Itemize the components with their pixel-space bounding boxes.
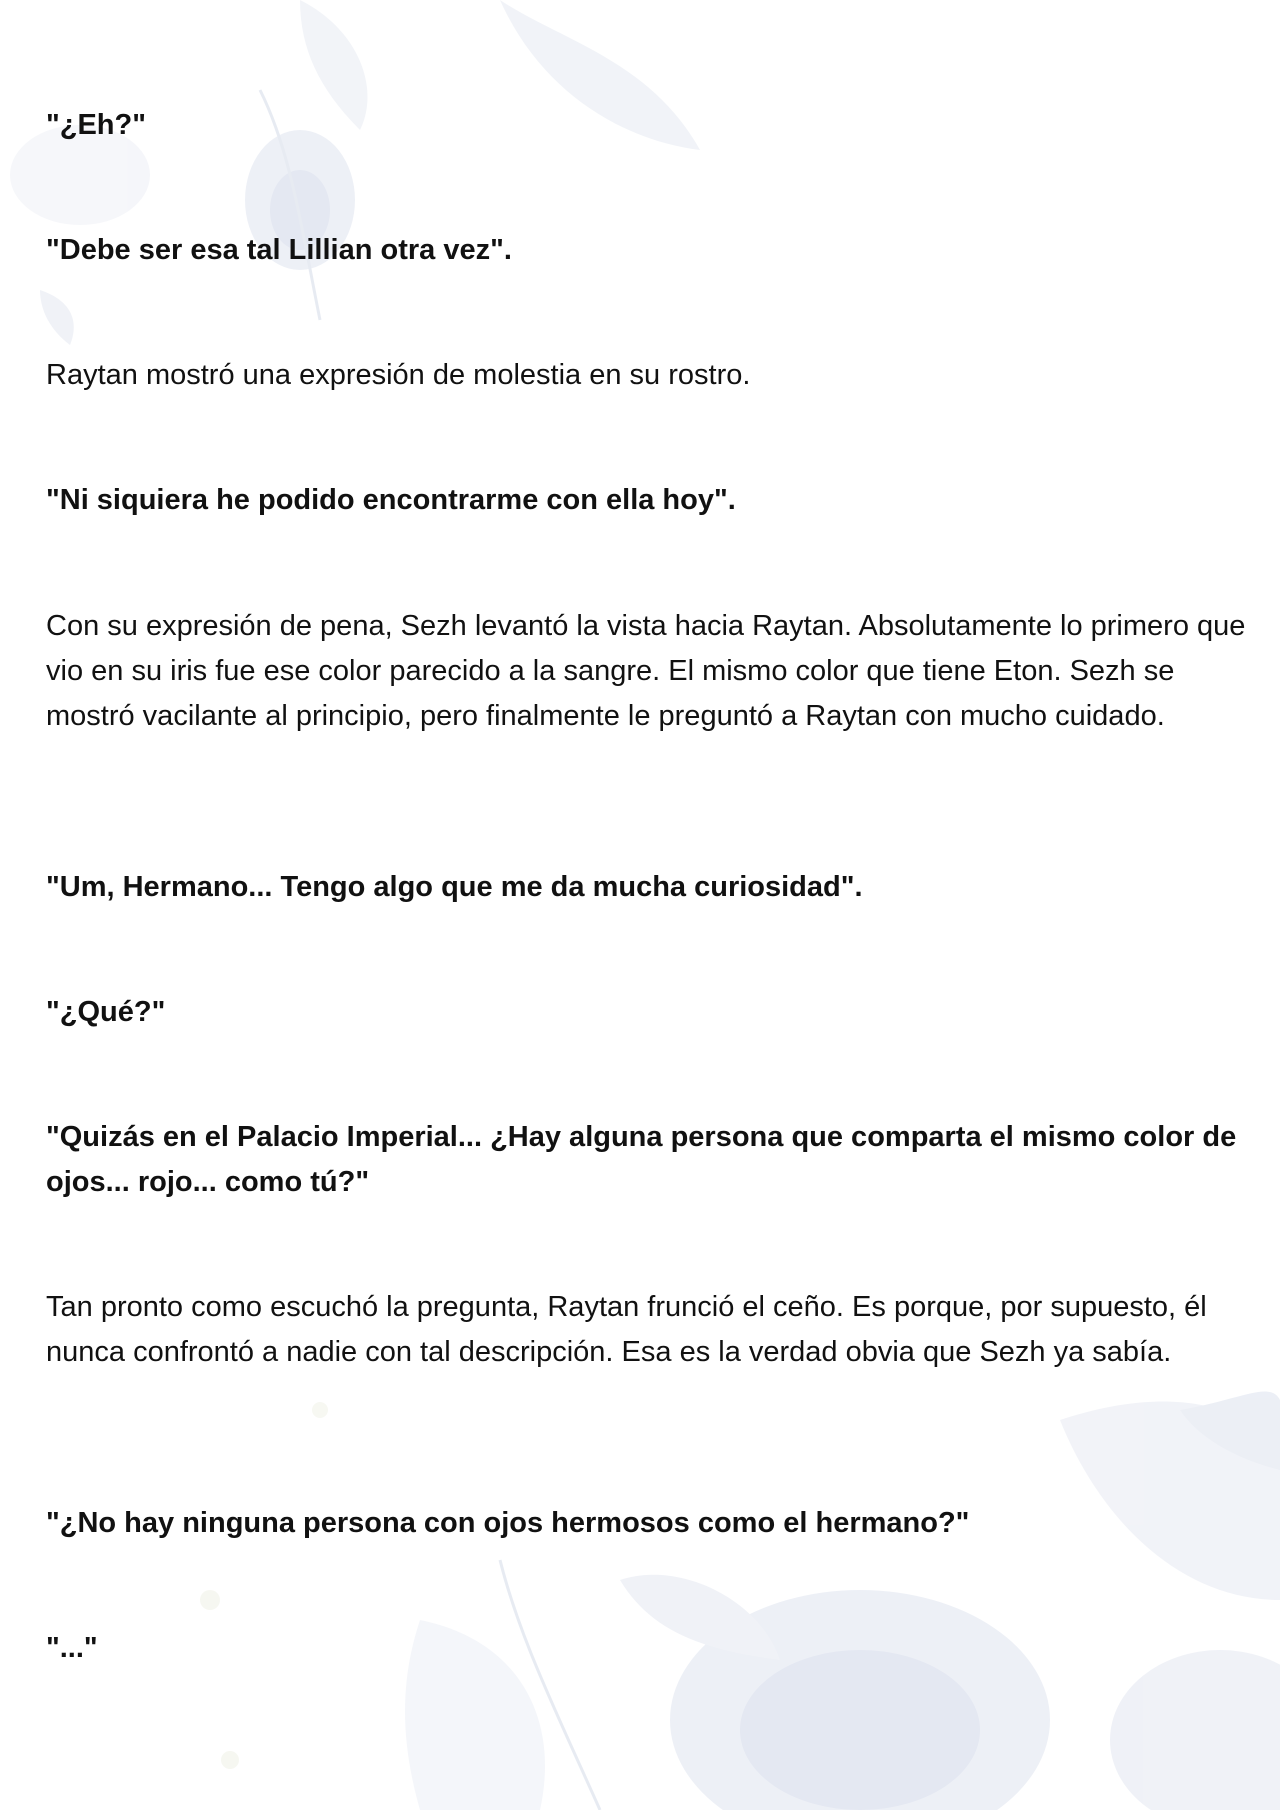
- bud-shape: [221, 1751, 239, 1769]
- paragraph: "...": [46, 1632, 98, 1664]
- paragraph: Con su expresión de pena, Sezh levantó la vista hacia Raytan. Absolutamente lo primero que vio en su iris fue ese color parecido a la sangre. El mismo color que tiene Eton. Sezh se mostró vacilante al principio, pero finalmente le preguntó a Raytan con mucho cuidado.: [46, 610, 1246, 732]
- paragraph: "Um, Hermano... Tengo algo que me da mucha curiosidad".: [46, 871, 863, 903]
- paragraph: Tan pronto como escuchó la pregunta, Raytan frunció el ceño. Es porque, por supuesto, él nunca confrontó a nadie con tal descripción. Esa es la verdad obvia que Sezh ya sabía.: [46, 1291, 1207, 1368]
- leaf-shape: [40, 290, 74, 345]
- paragraph: "Quizás en el Palacio Imperial... ¿Hay alguna persona que comparta el mismo color de ojos... rojo... como tú?": [46, 1121, 1237, 1198]
- flower-shape: [740, 1650, 980, 1810]
- bud-shape: [200, 1590, 220, 1610]
- bud-shape: [312, 1402, 328, 1418]
- paragraph: "¿Qué?": [46, 996, 166, 1028]
- paragraph: "Debe ser esa tal Lillian otra vez".: [46, 234, 512, 266]
- paragraph: "¿Eh?": [46, 109, 146, 141]
- paragraph: "¿No hay ninguna persona con ojos hermosos como el hermano?": [46, 1507, 970, 1539]
- paragraph: "Ni siquiera he podido encontrarme con ella hoy".: [46, 484, 736, 516]
- flower-shape: [1110, 1650, 1280, 1810]
- paragraph: Raytan mostró una expresión de molestia en su rostro.: [46, 359, 751, 391]
